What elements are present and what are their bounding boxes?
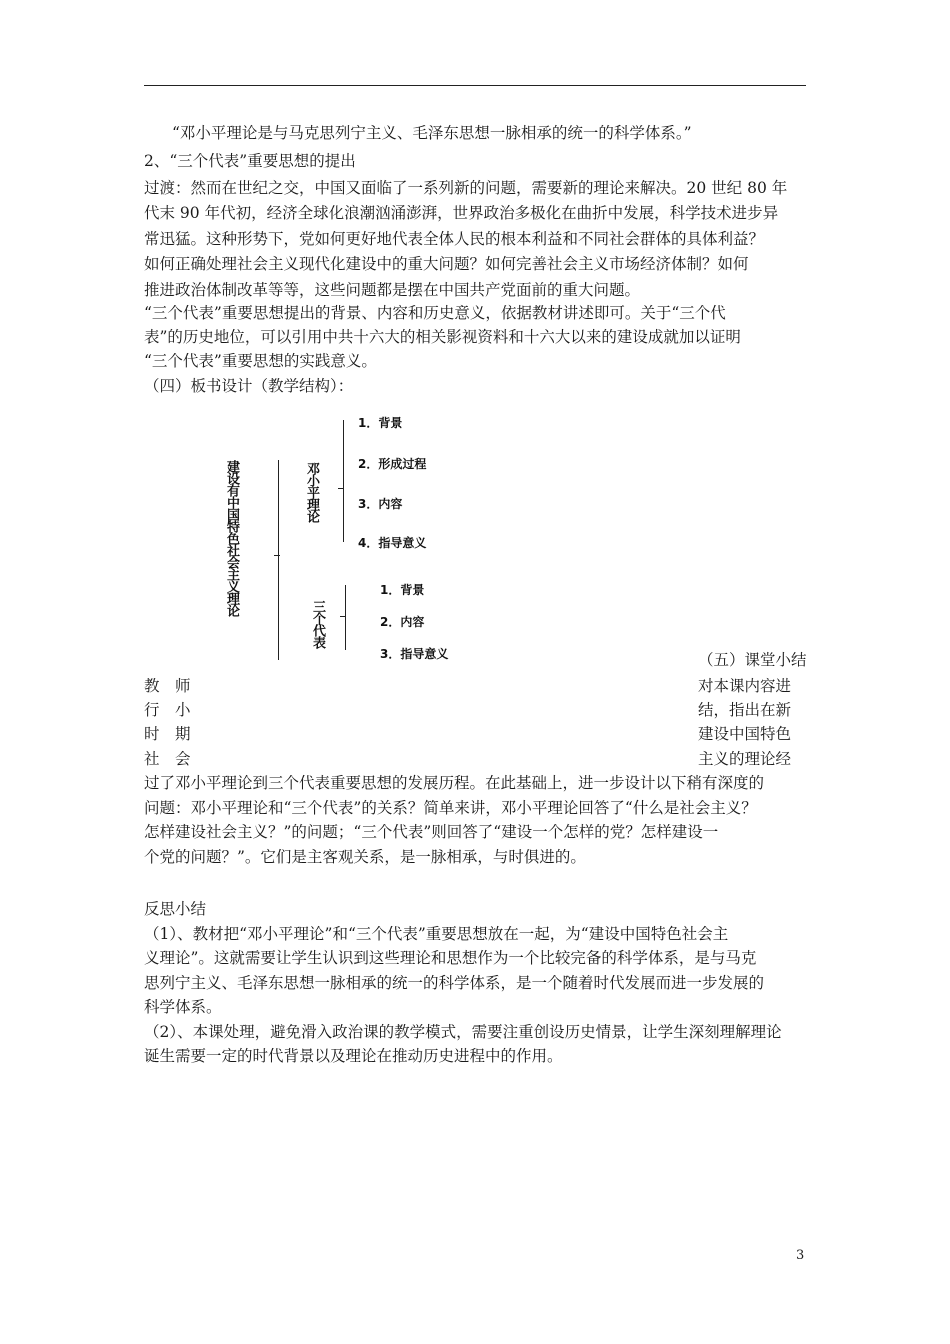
branch2-item: 3．指导意义 [380,647,449,661]
branch1-item: 2．形成过程 [358,457,427,471]
section-title: 2、“三个代表”重要思想的提出 [144,152,356,170]
summary-left-line: 时 期 [144,725,191,743]
summary-right-line: 对本课内容进 [698,677,792,695]
main-brace-tip [274,555,280,556]
branch2-item: 1．背景 [380,583,425,597]
summary-line: 怎样建设社会主义？”的问题；“三个代表”则回答了“建设一个怎样的党？怎样建设一 [144,823,719,841]
summary-right-line: 建设中国特色 [698,725,792,743]
paragraph-line: 常迅猛。这种形势下，党如何更好地代表全体人民的根本利益和不同社会群体的具体利益？ [144,230,765,248]
paragraph-line: “三个代表”重要思想的实践意义。 [144,352,377,370]
branch1-brace-tip [338,488,344,489]
reflection-line: （2）、本课处理，避免滑入政治课的教学模式，需要注重创设历史情景，让学生深刻理解理论 [144,1023,782,1041]
main-brace [278,460,279,660]
paragraph-line: 推进政治体制改革等等，这些问题都是摆在中国共产党面前的重大问题。 [144,281,641,299]
summary-left-line: 教 师 [144,677,191,695]
reflection-line: 思列宁主义、毛泽东思想一脉相承的统一的科学体系，是一个随着时代发展而进一步发展的 [144,974,765,992]
paragraph-line: “三个代表”重要思想提出的背景、内容和历史意义，依据教材讲述即可。关于“三个代 [144,304,726,322]
reflection-line: （1）、教材把“邓小平理论”和“三个代表”重要思想放在一起，为“建设中国特色社会主 [144,925,729,943]
branch1-item: 1．背景 [358,416,403,430]
summary-line: 个党的问题？”。它们是主客观关系，是一脉相承，与时俱进的。 [144,848,586,866]
summary-right-line: 结，指出在新 [698,701,792,719]
branch2-brace [345,585,346,650]
branch2-brace-tip [340,616,346,617]
branch1-item: 3．内容 [358,497,403,511]
branch2-item: 2．内容 [380,615,425,629]
page-number: 3 [796,1248,805,1263]
reflection-line: 义理论”。这就需要让学生认识到这些理论和思想作为一个比较完备的科学体系，是与马克 [144,949,757,967]
summary-line: 过了邓小平理论到三个代表重要思想的发展历程。在此基础上，进一步设计以下稍有深度的 [144,774,765,792]
paragraph-line: 表”的历史地位，可以引用中共十六大的相关影视资料和十六大以来的建设成就加以证明 [144,328,741,346]
reflection-line: 科学体系。 [144,998,222,1016]
paragraph-line: 如何正确处理社会主义现代化建设中的重大问题？如何完善社会主义市场经济体制？如何 [144,255,749,273]
diagram-main-label: 建设有中国特色社会主义理论 [224,460,239,616]
header-rule [144,85,806,86]
reflection-title: 反思小结 [144,900,207,918]
quote-line: “邓小平理论是与马克思列宁主义、毛泽东思想一脉相承的统一的科学体系。” [172,124,692,142]
paragraph-line: 代末 90 年代初，经济全球化浪潮汹涌澎湃，世界政治多极化在曲折中发展，科学技术进步异 [144,204,779,222]
branch1-brace [343,420,344,542]
summary-right-line: （五）课堂小结 [698,651,807,669]
paragraph-line: 过渡：然而在世纪之交，中国又面临了一系列新的问题，需要新的理论来解决。20 世纪 80 年 [144,179,788,197]
board-design-title: （四）板书设计（教学结构）： [144,377,354,395]
summary-left-line: 行 小 [144,701,191,719]
branch1-item: 4．指导意义 [358,536,427,550]
summary-left-line: 社 会 [144,750,191,768]
diagram-branch1-label: 邓小平理论 [304,462,319,522]
diagram-branch2-label: 三个代表 [310,600,325,648]
summary-line: 问题：邓小平理论和“三个代表”的关系？简单来讲，邓小平理论回答了“什么是社会主义？ [144,799,757,817]
reflection-line: 诞生需要一定的时代背景以及理论在推动历史进程中的作用。 [144,1047,563,1065]
summary-right-line: 主义的理论经 [698,750,792,768]
